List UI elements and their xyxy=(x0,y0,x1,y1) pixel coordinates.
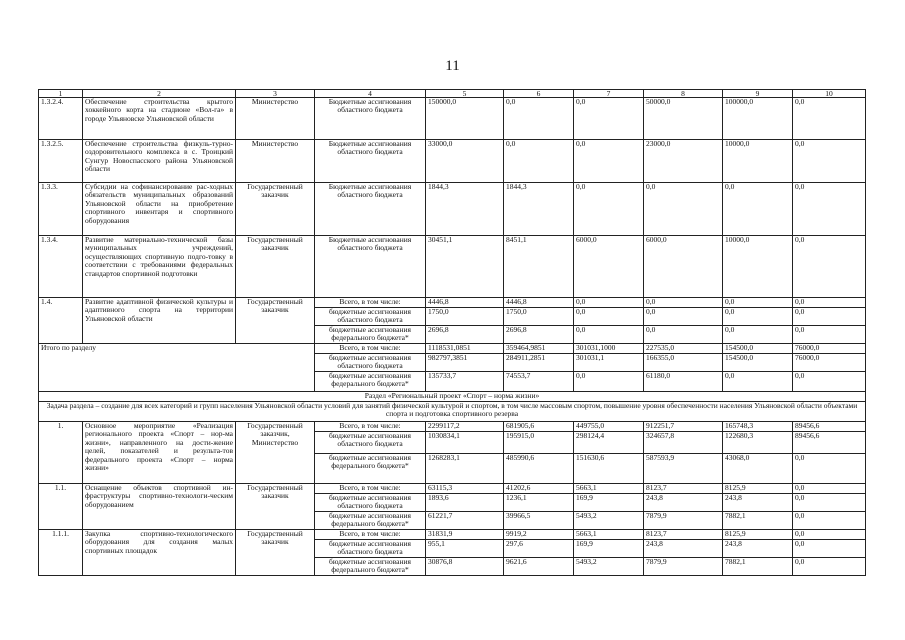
row-source: бюджетные ассигнования федерального бюджета* xyxy=(315,454,426,484)
cell-value: 33000,0 xyxy=(426,140,504,183)
cell-value: 0,0 xyxy=(644,298,723,308)
cell-value: 89456,6 xyxy=(793,422,866,432)
column-header: 5 xyxy=(426,90,504,98)
cell-value: 0,0 xyxy=(793,183,866,236)
cell-value: 1118531,0851 xyxy=(426,344,504,354)
cell-value: 0,0 xyxy=(793,494,866,512)
row-code: 1.4. xyxy=(39,298,83,344)
cell-value: 5663,1 xyxy=(574,484,644,494)
cell-value: 154500,0 xyxy=(723,344,793,354)
cell-value: 8123,7 xyxy=(644,484,723,494)
cell-value: 74553,7 xyxy=(504,372,574,392)
cell-value: 1893,6 xyxy=(426,494,504,512)
cell-value: 912251,7 xyxy=(644,422,723,432)
row-name: Основное мероприятие «Реализация регионального проекта «Спорт – нор-ма жизни», направленного на дости-жение целей, показателей и результа-тов федерального проекта «Спорт – норма жизни» xyxy=(83,422,236,484)
cell-value: 1268283,1 xyxy=(426,454,504,484)
cell-value: 0,0 xyxy=(574,372,644,392)
task-row xyxy=(39,402,866,422)
row-source: Всего, в том числе: xyxy=(315,484,426,494)
column-header: 8 xyxy=(644,90,723,98)
cell-value: 301031,1000 xyxy=(574,344,644,354)
cell-value: 1030834,1 xyxy=(426,432,504,454)
row-name: Закупка спортивно-технологического оборудования для создания малых спортивных площадок xyxy=(83,530,236,576)
row-source: бюджетные ассигнования областного бюджета xyxy=(315,308,426,326)
cell-value: 135733,7 xyxy=(426,372,504,392)
cell-value: 2696,8 xyxy=(504,326,574,344)
cell-value: 5493,2 xyxy=(574,558,644,576)
cell-value: 6000,0 xyxy=(644,236,723,298)
cell-value: 7882,1 xyxy=(723,558,793,576)
column-header: 2 xyxy=(83,90,236,98)
cell-value: 297,6 xyxy=(504,540,574,558)
row-source: Всего, в том числе: xyxy=(315,530,426,540)
cell-value: 63115,3 xyxy=(426,484,504,494)
column-header: 6 xyxy=(504,90,574,98)
row-name: Обеспечение строительства крытого хоккейного корта на стадионе «Вол-га» в городе Ульяновске Ульяновской области xyxy=(83,98,236,140)
cell-value: 0,0 xyxy=(793,454,866,484)
column-header: 10 xyxy=(793,90,866,98)
table-row xyxy=(39,530,866,540)
cell-value: 301031,1 xyxy=(574,354,644,372)
table-row xyxy=(39,98,866,140)
cell-value: 10000,0 xyxy=(723,140,793,183)
row-source: бюджетные ассигнования областного бюджета xyxy=(315,432,426,454)
cell-value: 359464,9851 xyxy=(504,344,574,354)
cell-value: 982797,3851 xyxy=(426,354,504,372)
cell-value: 0,0 xyxy=(644,326,723,344)
column-header: 3 xyxy=(236,90,315,98)
cell-value: 0,0 xyxy=(723,308,793,326)
cell-value: 7882,1 xyxy=(723,512,793,530)
table-row xyxy=(39,344,866,354)
row-source: Всего, в том числе: xyxy=(315,422,426,432)
row-source: Бюджетные ассигнования областного бюджета xyxy=(315,98,426,140)
cell-value: 150000,0 xyxy=(426,98,504,140)
cell-value: 30451,1 xyxy=(426,236,504,298)
column-header: 7 xyxy=(574,90,644,98)
cell-value: 0,0 xyxy=(793,140,866,183)
cell-value: 8451,1 xyxy=(504,236,574,298)
cell-value: 0,0 xyxy=(574,308,644,326)
cell-value: 151630,6 xyxy=(574,454,644,484)
cell-value: 5663,1 xyxy=(574,530,644,540)
cell-value: 1844,3 xyxy=(504,183,574,236)
cell-value: 100000,0 xyxy=(723,98,793,140)
cell-value: 31831,9 xyxy=(426,530,504,540)
row-code: 1.3.4. xyxy=(39,236,83,298)
cell-value: 89456,6 xyxy=(793,432,866,454)
cell-value: 0,0 xyxy=(574,298,644,308)
row-code: 1.1. xyxy=(39,484,83,530)
cell-value: 169,9 xyxy=(574,540,644,558)
cell-value: 23000,0 xyxy=(644,140,723,183)
cell-value: 7879,9 xyxy=(644,512,723,530)
page-number: 11 xyxy=(445,58,460,74)
cell-value: 0,0 xyxy=(793,484,866,494)
row-executor: Государственный заказчик, Министерство xyxy=(236,422,315,484)
cell-value: 1750,0 xyxy=(504,308,574,326)
row-code: 1.3.2.4. xyxy=(39,98,83,140)
section-task: Задача раздела – создание для всех категорий и групп населения Ульяновской области условий для занятий физической культурой и спортом, в том числе массовым спортом, повышение уровня обеспеченности населения Ульяновской области объектами спорта и подготовка спортивного резерва xyxy=(39,402,866,422)
table-row xyxy=(39,236,866,298)
row-code: 1.3.2.5. xyxy=(39,140,83,183)
cell-value: 1750,0 xyxy=(426,308,504,326)
total-label: Итого по разделу xyxy=(39,344,315,392)
cell-value: 2696,8 xyxy=(426,326,504,344)
section-row xyxy=(39,392,866,402)
cell-value: 165748,3 xyxy=(723,422,793,432)
row-source: Всего, в том числе: xyxy=(315,298,426,308)
column-header: 9 xyxy=(723,90,793,98)
cell-value: 76000,0 xyxy=(793,354,866,372)
cell-value: 0,0 xyxy=(793,512,866,530)
cell-value: 76000,0 xyxy=(793,344,866,354)
cell-value: 195915,0 xyxy=(504,432,574,454)
budget-table xyxy=(38,89,866,576)
cell-value: 6000,0 xyxy=(574,236,644,298)
cell-value: 324657,8 xyxy=(644,432,723,454)
cell-value: 587593,9 xyxy=(644,454,723,484)
cell-value: 0,0 xyxy=(504,98,574,140)
cell-value: 8125,9 xyxy=(723,484,793,494)
cell-value: 298124,4 xyxy=(574,432,644,454)
cell-value: 0,0 xyxy=(793,326,866,344)
table-row xyxy=(39,298,866,308)
row-source: Бюджетные ассигнования областного бюджета xyxy=(315,183,426,236)
column-numbers-row xyxy=(39,90,866,98)
cell-value: 7879,9 xyxy=(644,558,723,576)
table-row xyxy=(39,183,866,236)
row-source: бюджетные ассигнования федерального бюджета* xyxy=(315,512,426,530)
cell-value: 8123,7 xyxy=(644,530,723,540)
cell-value: 0,0 xyxy=(793,236,866,298)
cell-value: 4446,8 xyxy=(426,298,504,308)
cell-value: 61180,0 xyxy=(644,372,723,392)
cell-value: 43068,0 xyxy=(723,454,793,484)
cell-value: 485990,6 xyxy=(504,454,574,484)
cell-value: 4446,8 xyxy=(504,298,574,308)
row-executor: Государственный заказчик xyxy=(236,484,315,530)
cell-value: 122680,3 xyxy=(723,432,793,454)
cell-value: 0,0 xyxy=(723,298,793,308)
cell-value: 0,0 xyxy=(574,183,644,236)
cell-value: 0,0 xyxy=(793,530,866,540)
cell-value: 227535,0 xyxy=(644,344,723,354)
cell-value: 30876,8 xyxy=(426,558,504,576)
cell-value: 0,0 xyxy=(723,183,793,236)
cell-value: 243,8 xyxy=(644,494,723,512)
row-executor: Министерство xyxy=(236,98,315,140)
cell-value: 0,0 xyxy=(504,140,574,183)
cell-value: 41202,6 xyxy=(504,484,574,494)
row-source: бюджетные ассигнования областного бюджета xyxy=(315,540,426,558)
cell-value: 284911,2851 xyxy=(504,354,574,372)
cell-value: 0,0 xyxy=(723,326,793,344)
row-executor: Государственный заказчик xyxy=(236,530,315,576)
cell-value: 61221,7 xyxy=(426,512,504,530)
row-source: бюджетные ассигнования федерального бюджета* xyxy=(315,326,426,344)
row-source: Всего, в том числе: xyxy=(315,344,426,354)
cell-value: 9919,2 xyxy=(504,530,574,540)
cell-value: 0,0 xyxy=(793,558,866,576)
column-header: 1 xyxy=(39,90,83,98)
row-executor: Государственный заказчик xyxy=(236,298,315,344)
cell-value: 5493,2 xyxy=(574,512,644,530)
row-code: 1.1.1. xyxy=(39,530,83,576)
section-title: Раздел «Региональный проект «Спорт – норма жизни» xyxy=(39,392,866,402)
cell-value: 9621,6 xyxy=(504,558,574,576)
table-row xyxy=(39,140,866,183)
row-source: бюджетные ассигнования областного бюджета xyxy=(315,494,426,512)
row-name: Обеспечение строительства физкуль-турно-оздоровительного комплекса в с. Троицкий Сунгур Новоспасского района Ульяновской области xyxy=(83,140,236,183)
cell-value: 243,8 xyxy=(644,540,723,558)
cell-value: 0,0 xyxy=(574,140,644,183)
row-name: Развитие адаптивной физической культуры и адаптивного спорта на территории Ульяновской области xyxy=(83,298,236,344)
cell-value: 2299117,2 xyxy=(426,422,504,432)
row-executor: Министерство xyxy=(236,140,315,183)
cell-value: 243,8 xyxy=(723,494,793,512)
cell-value: 0,0 xyxy=(793,540,866,558)
row-source: бюджетные ассигнования федерального бюджета* xyxy=(315,372,426,392)
cell-value: 39966,5 xyxy=(504,512,574,530)
cell-value: 0,0 xyxy=(793,308,866,326)
cell-value: 449755,0 xyxy=(574,422,644,432)
row-code: 1. xyxy=(39,422,83,484)
cell-value: 166355,0 xyxy=(644,354,723,372)
row-name: Оснащение объектов спортивной ин-фраструктуры спортивно-технологи-ческим оборудованием xyxy=(83,484,236,530)
row-source: бюджетные ассигнования федерального бюджета* xyxy=(315,558,426,576)
cell-value: 10000,0 xyxy=(723,236,793,298)
column-header: 4 xyxy=(315,90,426,98)
cell-value: 50000,0 xyxy=(644,98,723,140)
row-source: бюджетные ассигнования областного бюджета xyxy=(315,354,426,372)
cell-value: 243,8 xyxy=(723,540,793,558)
table-row xyxy=(39,484,866,494)
row-executor: Государственный заказчик xyxy=(236,183,315,236)
cell-value: 955,1 xyxy=(426,540,504,558)
cell-value: 0,0 xyxy=(793,98,866,140)
cell-value: 681905,6 xyxy=(504,422,574,432)
row-source: Бюджетные ассигнования областного бюджета xyxy=(315,140,426,183)
table-row xyxy=(39,422,866,432)
row-code: 1.3.3. xyxy=(39,183,83,236)
row-source: Бюджетные ассигнования областного бюджета xyxy=(315,236,426,298)
cell-value: 0,0 xyxy=(723,372,793,392)
cell-value: 0,0 xyxy=(793,298,866,308)
cell-value: 1844,3 xyxy=(426,183,504,236)
cell-value: 0,0 xyxy=(644,308,723,326)
cell-value: 1236,1 xyxy=(504,494,574,512)
cell-value: 169,9 xyxy=(574,494,644,512)
cell-value: 0,0 xyxy=(574,98,644,140)
cell-value: 0,0 xyxy=(644,183,723,236)
row-executor: Государственный заказчик xyxy=(236,236,315,298)
row-name: Субсидии на софинансирование рас-ходных обязательств муниципальных образований Ульяновской области на приобретение спортивного инвентаря и спортивного оборудования xyxy=(83,183,236,236)
cell-value: 0,0 xyxy=(793,372,866,392)
cell-value: 154500,0 xyxy=(723,354,793,372)
cell-value: 8125,9 xyxy=(723,530,793,540)
row-name: Развитие материально-технической базы муниципальных учреждений, осуществляющих спортивную подго-товку в соответствии с требованиями федеральных стандартов спортивной подготовки xyxy=(83,236,236,298)
cell-value: 0,0 xyxy=(574,326,644,344)
